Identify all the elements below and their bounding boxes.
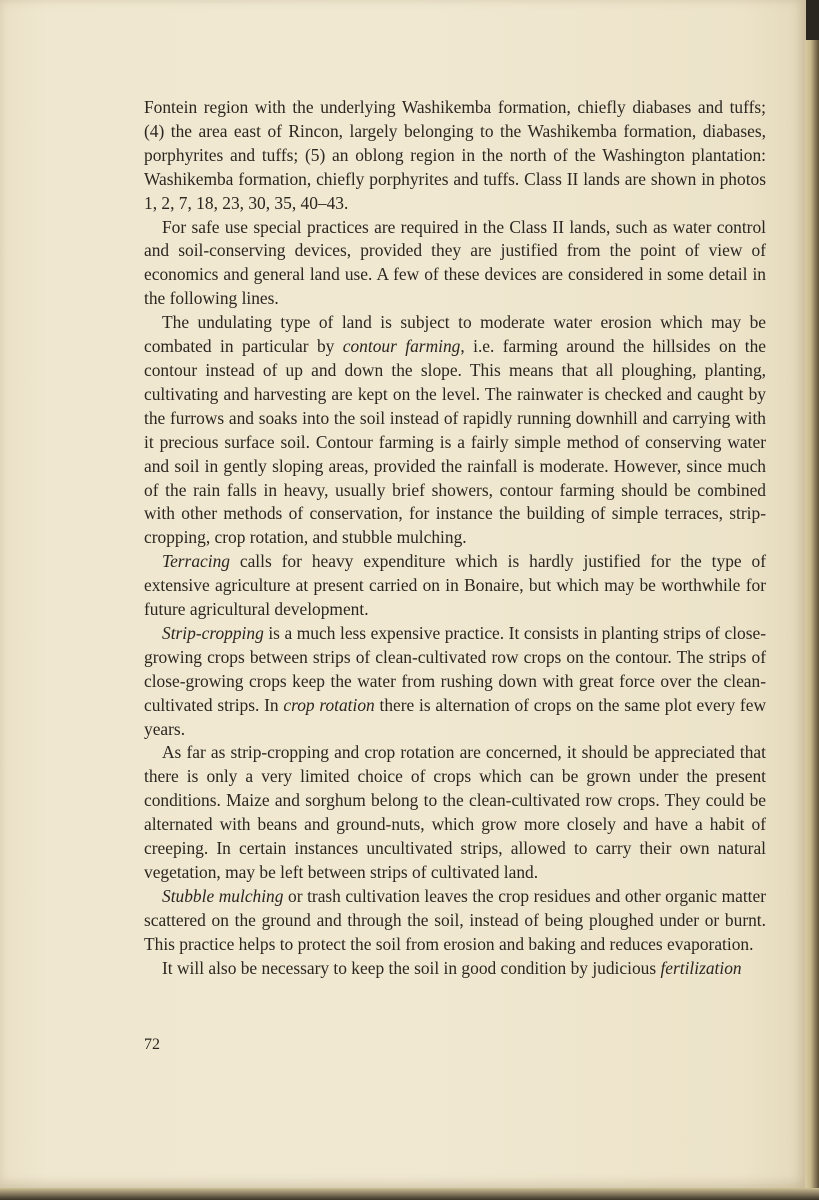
text-run: It will also be necessary to keep the soil in good condition by judicious: [162, 957, 661, 978]
text-run: For safe use special practices are required in the Class II lands, such as water control and soil-conserving devices, provided they are justified from the point of view of economics and general land use. A few of these devices are considered in some detail in the following lines.: [144, 216, 766, 309]
text-run: The undulating type of land is subject to moderate water erosion which may be combated in particular by: [144, 312, 766, 357]
italic-term: crop rotation: [283, 694, 375, 715]
paragraph: [144, 741, 766, 884]
page-number: 72: [144, 1036, 160, 1053]
text-run: is a much less expensive practice. It consists in planting strips of close-growing crops between strips of clean-cultivated row crops on the contour. The strips of close-growing crops keep the water from rushing down with great force over the clean-cultivated strips. In: [144, 622, 766, 715]
italic-term: contour farming: [342, 336, 461, 357]
paragraph: [144, 311, 766, 550]
paragraph: [144, 885, 766, 957]
page-bottom-edge: [0, 1188, 819, 1200]
text-run: there is alternation of crops on the same plot every few years.: [144, 694, 767, 739]
text-run: As far as strip-cropping and crop rotation are concerned, it should be appreciated that there is only a very limited choice of crops which can be grown under the present conditions. Maize and sorghum belong to the clean-cultivated row crops. They could be alternated with beans and ground-nuts, which grow more closely and have a habit of creeping. In certain instances uncultivated strips, allowed to carry their own natural vegetation, may be left between strips of cultivated land.: [144, 742, 766, 882]
page-edge: [805, 40, 819, 1200]
paragraph: [144, 622, 766, 742]
body-text: [144, 96, 766, 981]
italic-term: Terracing: [162, 551, 230, 572]
italic-term: fertilization: [660, 957, 742, 978]
paragraph: [144, 216, 766, 312]
italic-term: Stubble mulching: [162, 885, 284, 906]
paragraph: [144, 96, 766, 216]
text-run: Fontein region with the underlying Washikemba formation, chiefly diabases and tuffs; (4) the area east of Rincon, largely belonging to the Washikemba formation, diabases, porphyrites and tuffs; (5) an oblong region in the north of the Washington plantation: Washikemba formation, chiefly porphyrites and tuffs. Class II lands are shown in photos 1, 2, 7, 18, 23, 30, 35, 40–43.: [144, 97, 766, 213]
paragraph: [144, 550, 766, 622]
text-run: or trash cultivation leaves the crop residues and other organic matter scattered on the ground and through the soil, instead of being ploughed under or burnt. This practice helps to protect the soil from erosion and baking and reduces evaporation.: [144, 885, 767, 954]
text-run: , i.e. farming around the hillsides on the contour instead of up and down the slope. This means that all ploughing, planting, cultivating and harvesting are kept on the level. The rainwater is checked and caught by the furrows and soaks into the soil instead of rapidly running downhill and carrying with it precious surface soil. Contour farming is a fairly simple method of conserving water and soil in gently sloping areas, provided the rainfall is moderate. However, since much of the rain falls in heavy, usually brief showers, contour farming should be combined with other methods of conservation, for instance the building of simple terraces, strip-cropping, crop rotation, and stubble mulching.: [144, 336, 766, 548]
text-run: calls for heavy expenditure which is hardly justified for the type of extensive agriculture at present carried on in Bonaire, but which may be worthwhile for future agricultural development.: [144, 551, 766, 620]
italic-term: Strip-cropping: [162, 622, 264, 643]
paragraph: [144, 957, 766, 981]
